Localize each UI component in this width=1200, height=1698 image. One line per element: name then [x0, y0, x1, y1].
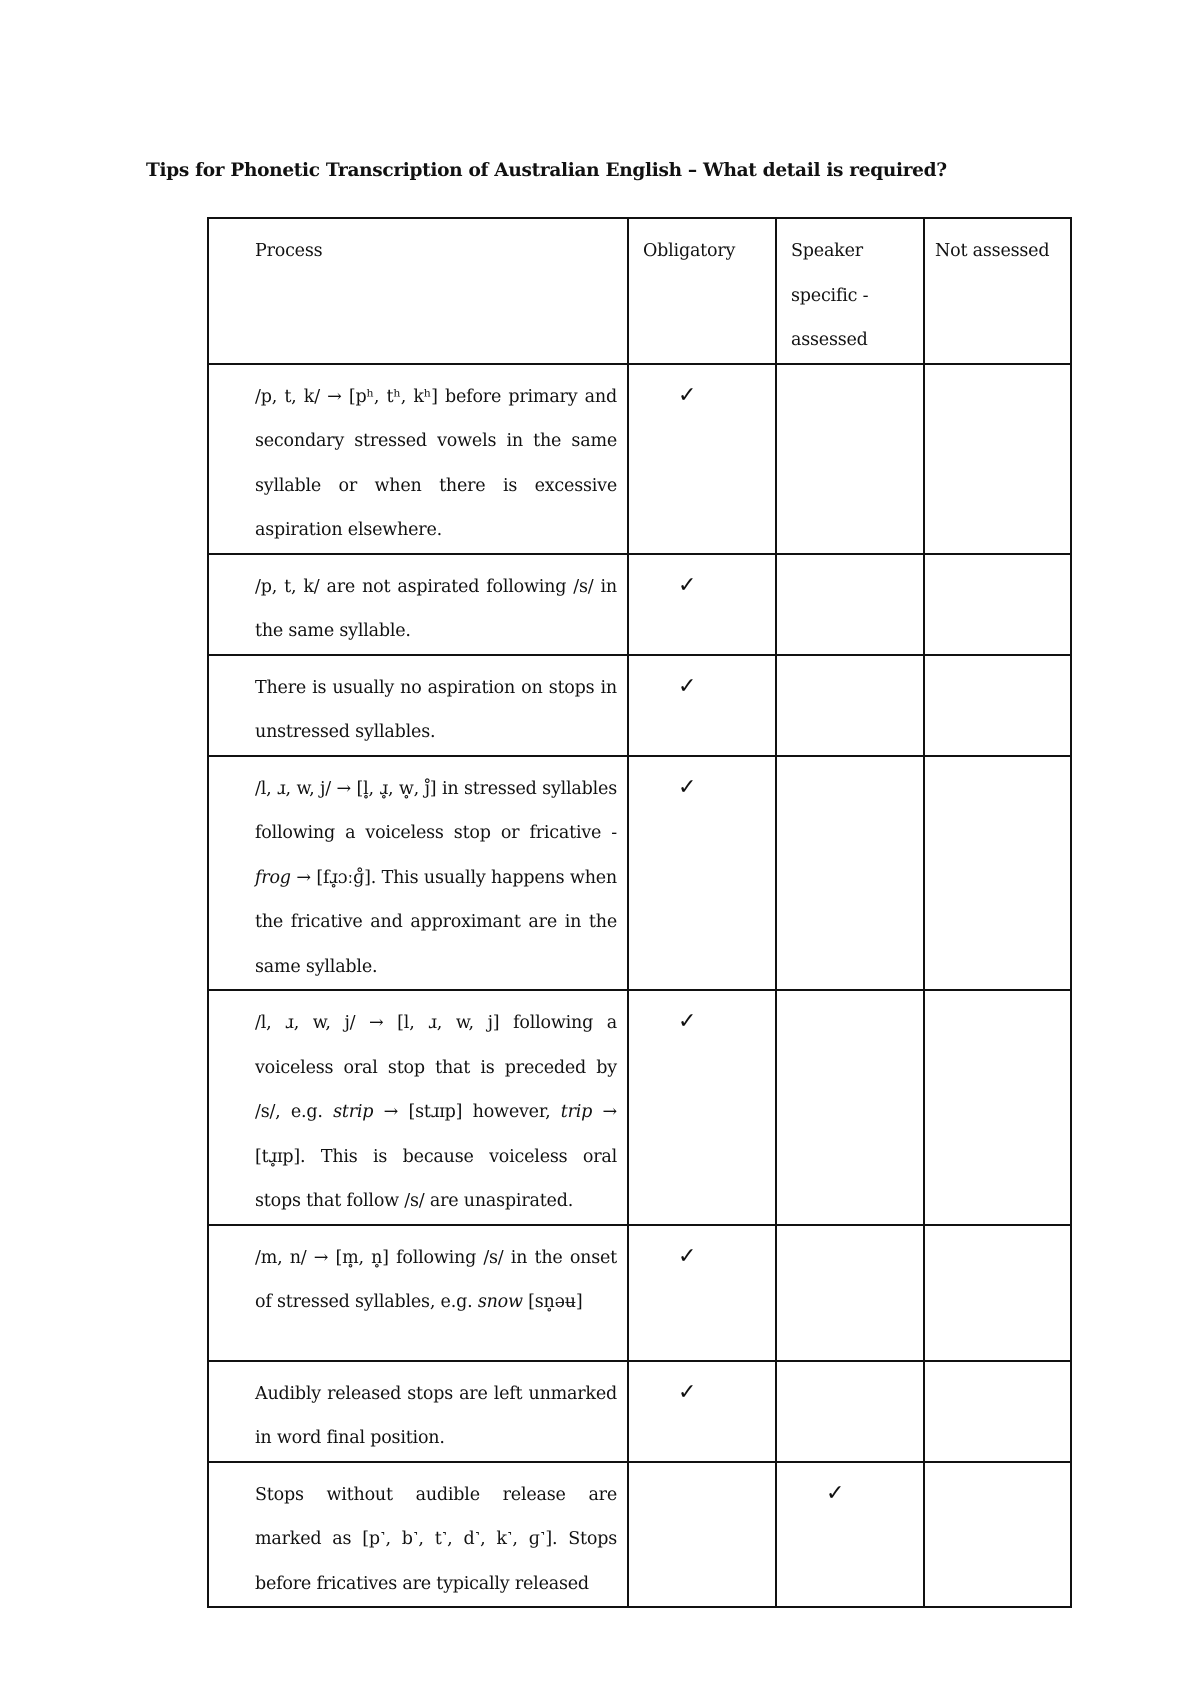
checkmark-icon: ✓	[678, 1009, 697, 1034]
example-word: trip	[560, 1102, 593, 1122]
table-row	[208, 1462, 1071, 1608]
obligatory-cell	[628, 364, 776, 554]
table-row	[208, 990, 1071, 1225]
example-word: frog	[255, 867, 291, 888]
header-obligatory: Obligatory	[628, 218, 776, 364]
header-speaker-specific: Speaker specific - assessed	[776, 218, 924, 364]
not-assessed-cell	[924, 990, 1071, 1225]
table-row	[208, 1361, 1071, 1462]
speaker-specific-cell	[776, 655, 924, 756]
table-row	[208, 756, 1071, 991]
speaker-specific-cell	[776, 1225, 924, 1361]
speaker-specific-cell	[776, 756, 924, 991]
obligatory-cell	[628, 756, 776, 991]
process-text: [sn̥əʉ]	[522, 1292, 583, 1312]
not-assessed-cell	[924, 655, 1071, 756]
process-cell: Audibly released stops are left unmarked in word final position.	[208, 1361, 628, 1462]
process-cell	[208, 990, 628, 1225]
checkmark-icon: ✓	[678, 673, 697, 699]
checkmark-icon: ✓	[678, 382, 697, 408]
example-word: snow	[477, 1292, 523, 1312]
speaker-specific-cell	[776, 364, 924, 554]
process-text: → [tɹ̥ɪp]. This is because voiceless oral stops that follow /s/ are unaspirated.	[255, 1102, 617, 1211]
speaker-specific-cell	[776, 1361, 924, 1462]
obligatory-cell	[628, 1361, 776, 1462]
process-cell: /p, t, k/ → [pʰ, tʰ, kʰ] before primary and secondary stressed vowels in the same syllable or when there is excessive aspiration elsewhere.	[208, 364, 628, 554]
process-text: /l, ɹ, w, j/ → [l, ɹ, w, j] following a voiceless oral stop that is preceded by /s/, e.g.	[255, 1013, 617, 1122]
obligatory-cell	[628, 554, 776, 655]
checkmark-icon: ✓	[678, 1243, 697, 1269]
speaker-specific-cell	[776, 1462, 924, 1608]
table-row	[208, 554, 1071, 655]
not-assessed-cell	[924, 1361, 1071, 1462]
process-cell	[208, 1225, 628, 1361]
not-assessed-cell	[924, 756, 1071, 991]
not-assessed-cell	[924, 1462, 1071, 1608]
process-text: /l, ɹ, w, j/ → [l̥, ɹ̥, w̥, j̊] in stressed syllables following a voiceless stop or fricative -	[255, 778, 617, 843]
table-header-row	[208, 218, 1071, 364]
process-text: /m, n/ → [m̥, n̥] following /s/ in the onset of stressed syllables, e.g.	[255, 1247, 617, 1312]
example-word: strip	[333, 1102, 374, 1122]
table-row	[208, 364, 1071, 554]
obligatory-cell	[628, 1225, 776, 1361]
not-assessed-cell	[924, 364, 1071, 554]
process-text: → [stɹɪp] however,	[373, 1102, 561, 1122]
checkmark-icon: ✓	[678, 1379, 697, 1405]
not-assessed-cell	[924, 554, 1071, 655]
speaker-specific-cell	[776, 990, 924, 1225]
table-row	[208, 1225, 1071, 1361]
process-cell: Stops without audible release are marked as [p˺, b˺, t˺, d˺, k˺, ɡ˺]. Stops before fricatives are typically released	[208, 1462, 628, 1608]
checkmark-icon: ✓	[678, 572, 697, 598]
obligatory-cell	[628, 990, 776, 1225]
checkmark-icon: ✓	[826, 1480, 845, 1506]
process-cell: There is usually no aspiration on stops in unstressed syllables.	[208, 655, 628, 756]
process-cell	[208, 756, 628, 991]
header-not-assessed: Not assessed	[924, 218, 1071, 364]
table-row	[208, 655, 1071, 756]
obligatory-cell	[628, 655, 776, 756]
process-table	[207, 217, 1072, 1608]
speaker-specific-cell	[776, 554, 924, 655]
process-cell: /p, t, k/ are not aspirated following /s/ in the same syllable.	[208, 554, 628, 655]
not-assessed-cell	[924, 1225, 1071, 1361]
checkmark-icon: ✓	[678, 774, 697, 800]
header-process: Process	[208, 218, 628, 364]
process-text: → [fɹ̥ɔːɡ̊]. This usually happens when the fricative and approximant are in the same syllable.	[255, 867, 617, 977]
obligatory-cell	[628, 1462, 776, 1608]
page-title: Tips for Phonetic Transcription of Australian English – What detail is required?	[146, 160, 947, 181]
